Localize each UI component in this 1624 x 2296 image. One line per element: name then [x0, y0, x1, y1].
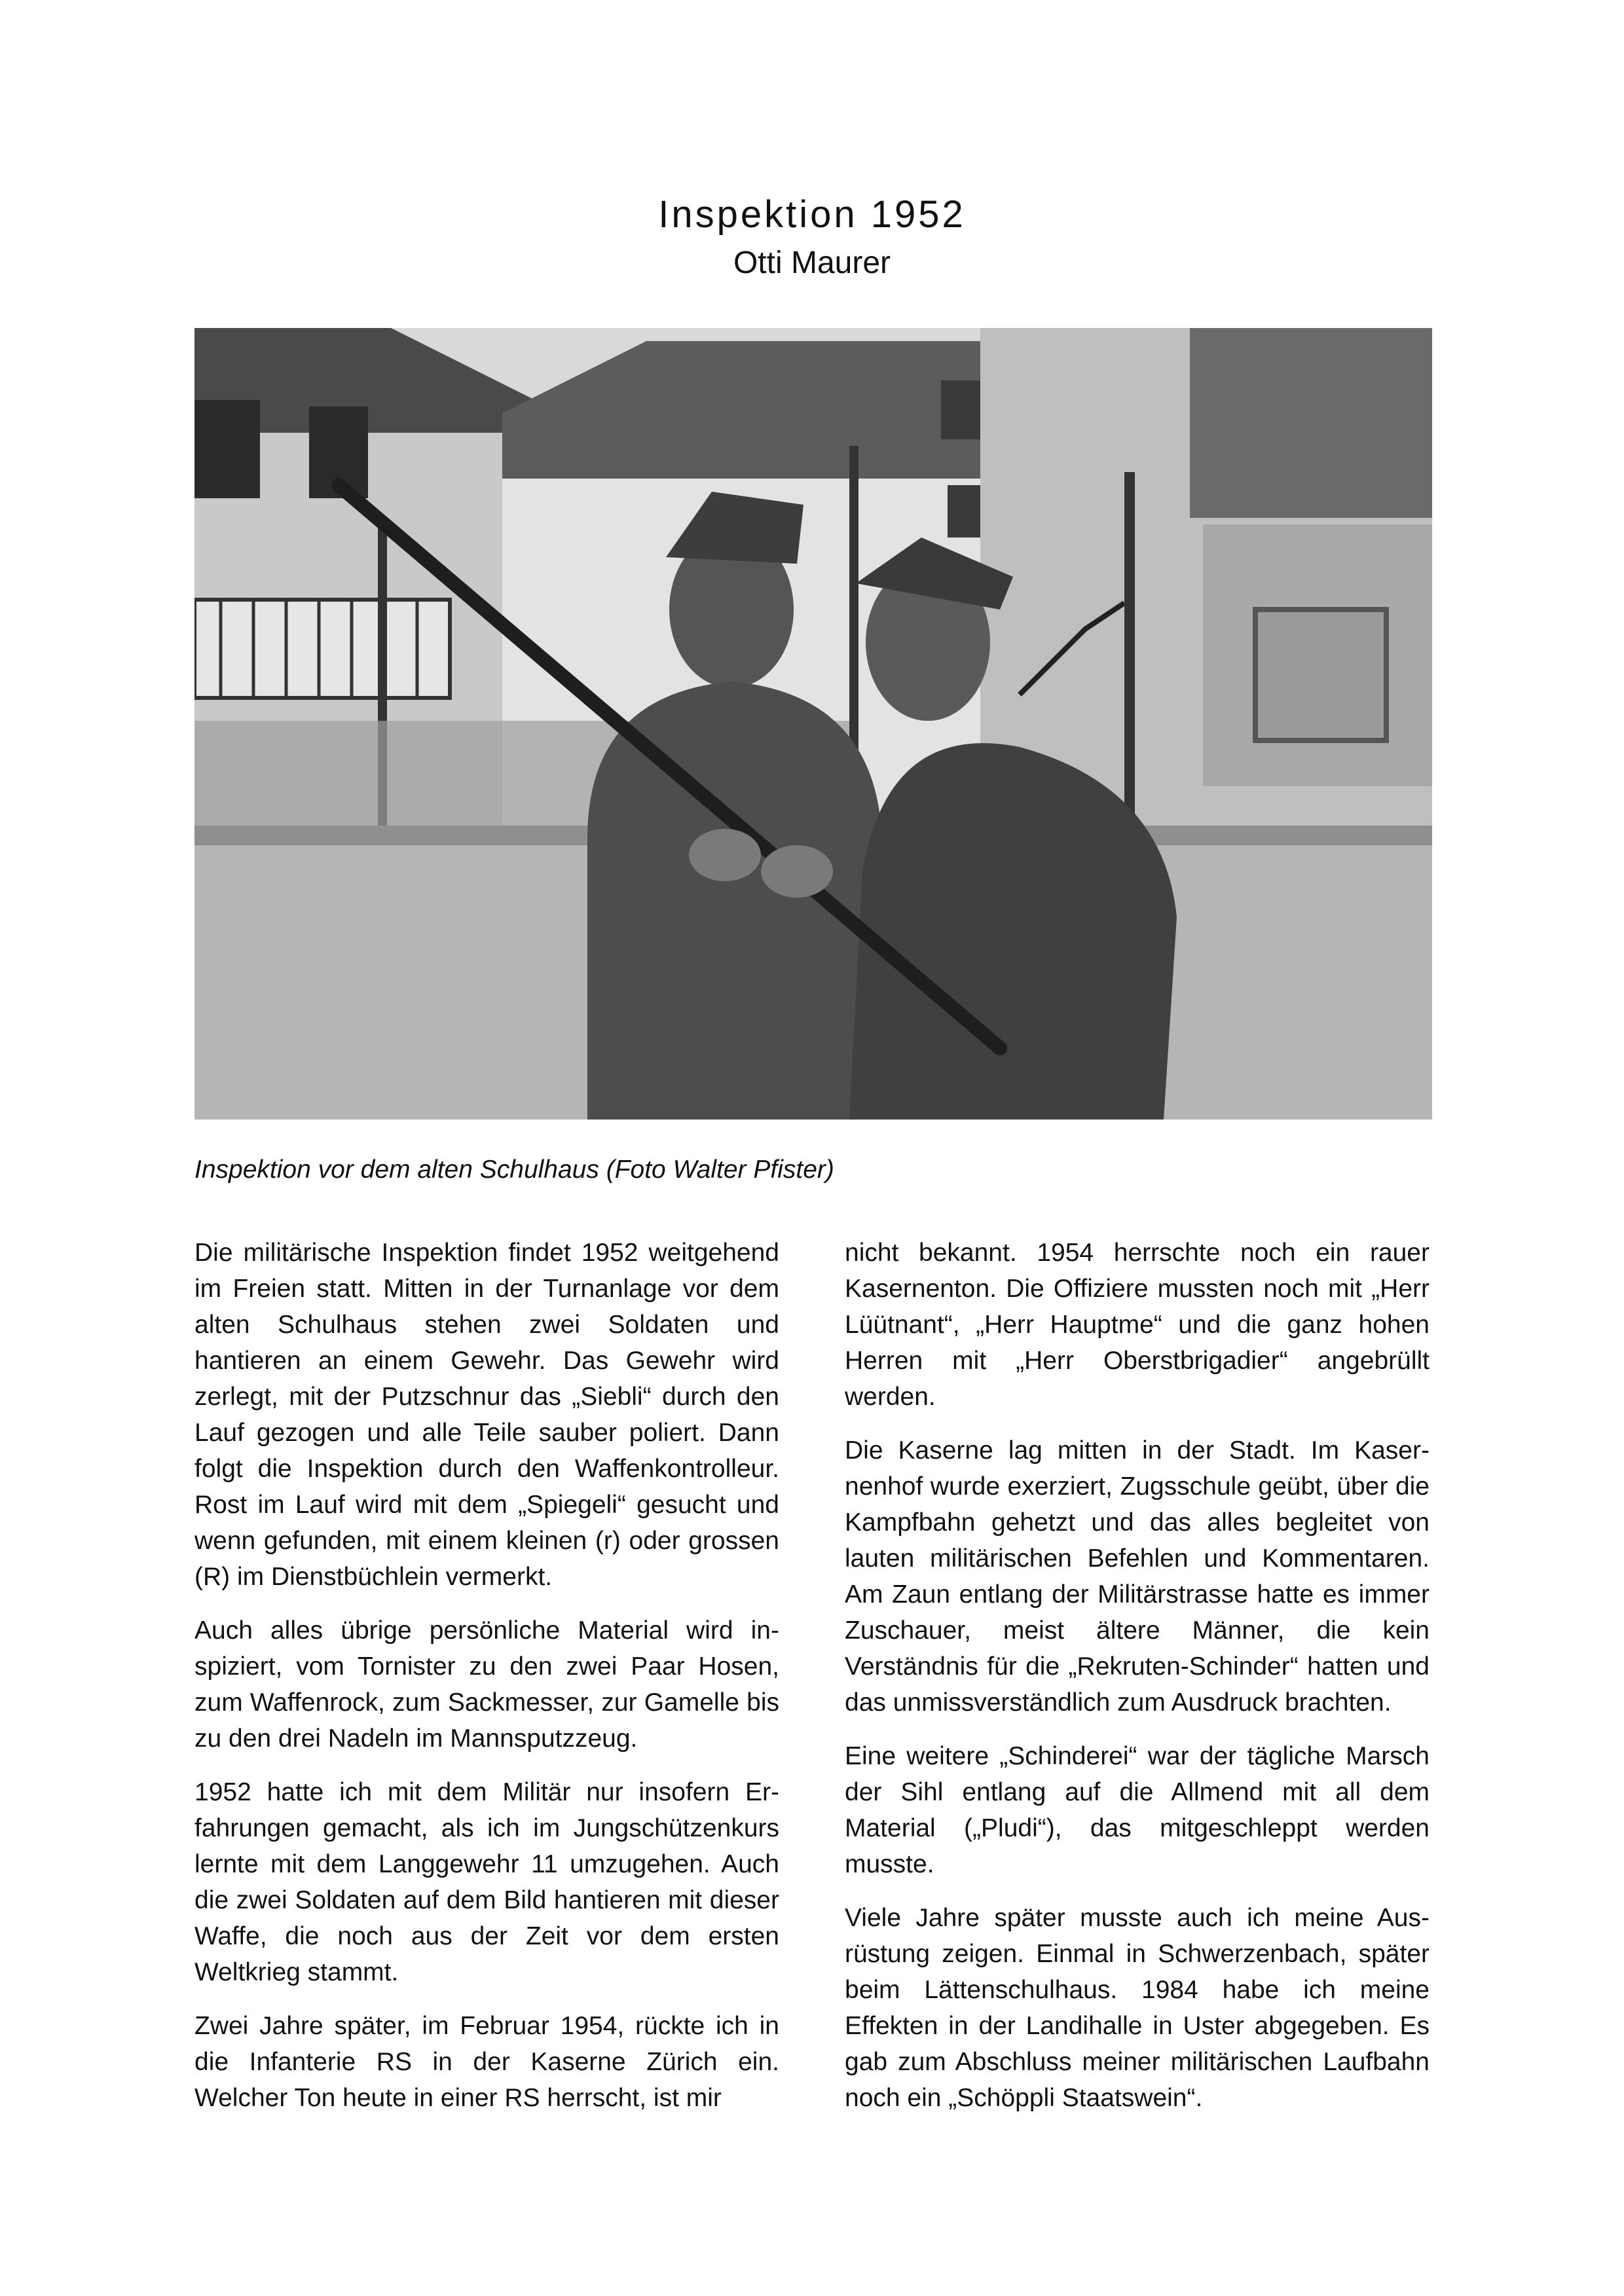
article-column-right	[845, 1235, 1430, 2134]
paragraph: Auch alles übrige persönliche Material wird inspiziert, vom Tornister zu den zwei Paar Hosen, zum Waffenrock, zum Sackmesser, zur Gamelle bis zu den drei Nadeln im Mannsputzzeug.	[194, 1616, 779, 1753]
paragraph: Viele Jahre später musste auch ich meine Ausrüstung zeigen. Einmal in Schwerzenbach, später beim Lättenschulhaus. 1984 habe ich meine Effekten in der Landihalle in Uster abgegeben. Es gab zum Abschluss meiner militärischen Laufbahn noch ein „Schöppli Staatswein“.	[845, 1904, 1430, 2112]
paragraph: nicht bekannt. 1954 herrschte noch ein rauer Kasernenton. Die Offiziere mussten noch mit „Herr Lüütnant“, „Herr Hauptme“ und die ganz hohen Herren mit „Herr Oberstbrigadier“ angebrüllt werden.	[845, 1239, 1430, 1411]
photo-illustration	[194, 328, 1432, 1120]
paragraph: 1952 hatte ich mit dem Militär nur insofern Erfahrungen gemacht, als ich im Jungschützenkurs lernte mit dem Langgewehr 11 umzugehen. Auch die zwei Soldaten auf dem Bild hantieren mit dieser Waffe, die noch aus der Zeit vor dem ersten Weltkrieg stammt.	[194, 1778, 779, 1986]
page-title: Inspektion 1952	[658, 193, 966, 236]
author-name: Otti Maurer	[733, 246, 891, 280]
photo-caption: Inspektion vor dem alten Schulhaus (Foto Walter Pfister)	[194, 1156, 834, 1184]
paragraph: Die militärische Inspektion findet 1952 weitgehend im Freien statt. Mitten in der Turnanlage vor dem alten Schulhaus stehen zwei Soldaten und hantieren an einem Gewehr. Das Gewehr wird zerlegt, mit der Putzschnur das „Siebli“ durch den Lauf gezogen und alle Teile sauber poliert. Dann folgt die Inspektion durch den Waffenkontrolleur. Rost im Lauf wird mit dem „Spiegeli“ gesucht und wenn gefunden, mit einem kleinen (r) oder grossen (R) im Dienstbüchlein vermerkt.	[194, 1239, 779, 1591]
article-column-left	[194, 1235, 779, 2134]
paragraph: Eine weitere „Schinderei“ war der tägliche Marsch der Sihl entlang auf die Allmend mit all dem Material („Pludi“), das mitgeschleppt werden musste.	[845, 1742, 1430, 1878]
photo-inspection	[194, 328, 1432, 1120]
paragraph: Zwei Jahre später, im Februar 1954, rückte ich in die Infanterie RS in der Kaserne Zürich ein. Welcher Ton heute in einer RS herrscht, ist mir	[194, 2012, 779, 2112]
paragraph: Die Kaserne lag mitten in der Stadt. Im Kasernenhof wurde exerziert, Zugsschule geübt, über die Kampfbahn gehetzt und das alles begleitet von lauten militärischen Befehlen und Kommentaren. Am Zaun entlang der Militärstrasse hatte es immer Zuschauer, meist ältere Männer, die kein Verständnis für die „Rekruten-Schinder“ hatten und das unmissverständlich zum Ausdruck brachten.	[845, 1436, 1430, 1717]
